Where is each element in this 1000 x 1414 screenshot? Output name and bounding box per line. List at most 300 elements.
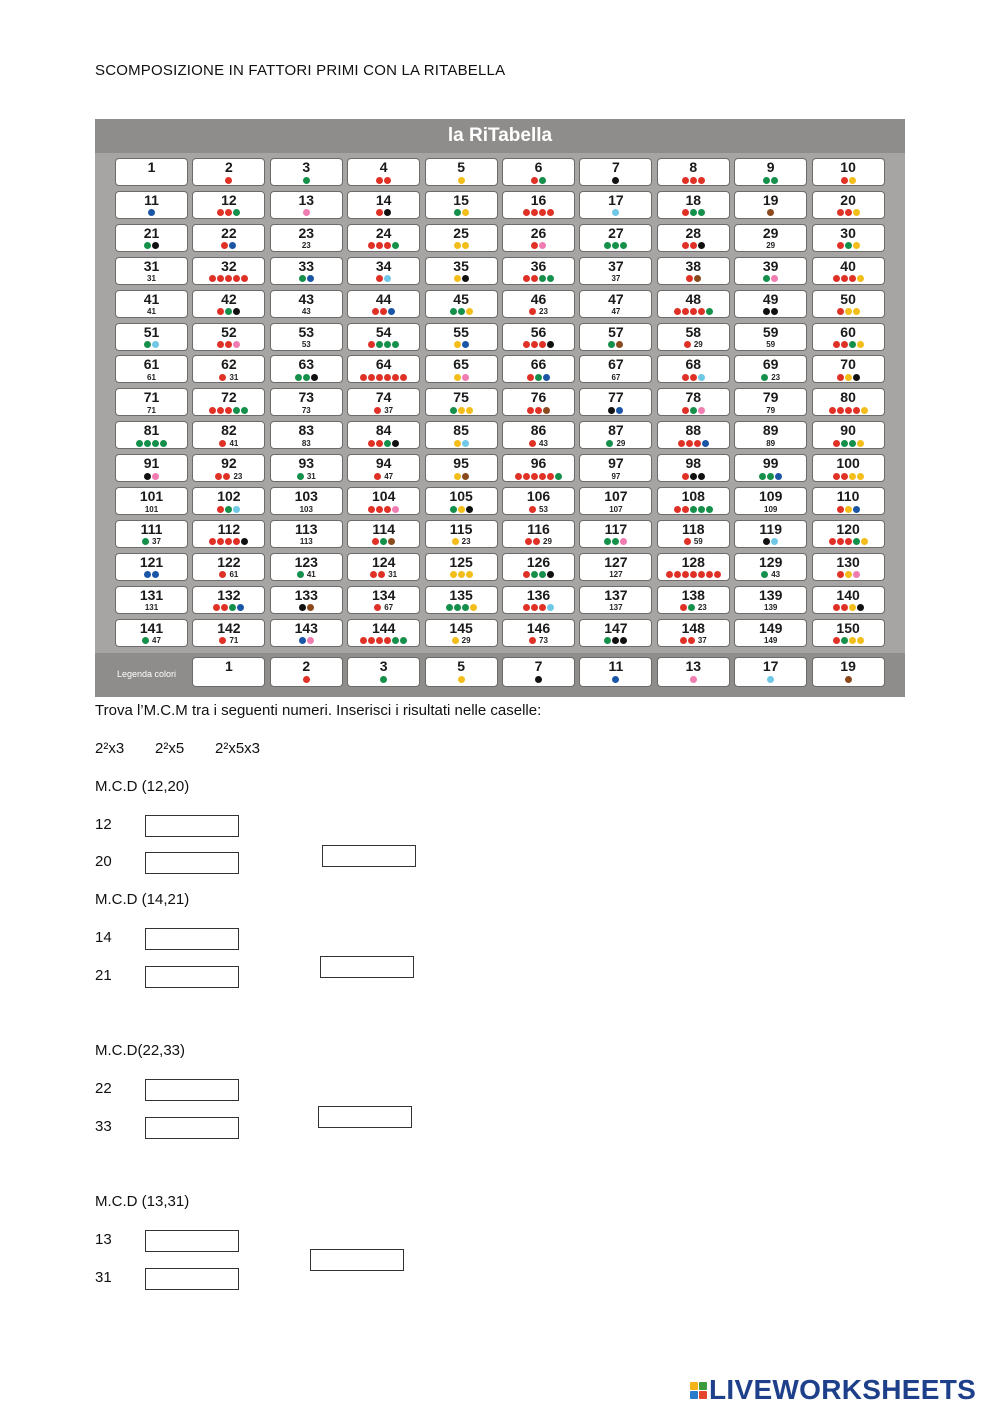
grid-cell-141: [115, 619, 188, 647]
grid-cell-75: [425, 388, 498, 416]
prime-factor-dots: [580, 274, 651, 284]
prime-factor-dots: [813, 471, 884, 481]
grid-cell-69: [734, 355, 807, 383]
prime-5-dot-icon: [857, 637, 864, 644]
exercise-2-answer-a[interactable]: [145, 928, 239, 950]
prime-13-dot-icon: [620, 538, 627, 545]
grid-cell-23: [270, 224, 343, 252]
grid-cell-86: [502, 421, 575, 449]
cell-number: 35: [453, 257, 469, 274]
exercise-2-result-box[interactable]: [320, 956, 414, 978]
prime-3-dot-icon: [303, 374, 310, 381]
exercise-1-answer-a[interactable]: [145, 815, 239, 837]
prime-factor-dots: [735, 471, 806, 481]
grid-cell-139: [734, 586, 807, 614]
cell-number: 125: [449, 553, 473, 570]
prime-2-dot-icon: [539, 209, 546, 216]
prime-13-dot-icon: [539, 242, 546, 249]
grid-cell-102: [192, 487, 265, 515]
grid-cell-35: [425, 257, 498, 285]
prime-2-dot-icon: [225, 275, 232, 282]
prime-2-dot-icon: [225, 407, 232, 414]
prime-factor-dots: [580, 241, 651, 251]
cell-number: 19: [762, 191, 779, 208]
legend-cell-3: [347, 657, 420, 687]
cell-number: 50: [840, 290, 856, 307]
prime-factor-dots: [193, 438, 264, 448]
prime-factor-dots: [503, 471, 574, 481]
option-1: 2²x3: [95, 740, 125, 757]
prime-factor-dots: [271, 603, 342, 613]
prime-3-dot-icon: [152, 440, 159, 447]
exercise-3-answer-b[interactable]: [145, 1117, 239, 1139]
cell-number: 90: [840, 422, 856, 439]
prime-11-dot-icon: [775, 473, 782, 480]
prime-factor-dots: [348, 504, 419, 514]
grid-cell-98: [657, 454, 730, 482]
prime-2-dot-icon: [384, 177, 391, 184]
cell-number: 110: [836, 488, 860, 504]
prime-2-dot-icon: [841, 177, 848, 184]
prime-factor-label: 61: [229, 570, 239, 580]
prime-2-dot-icon: [841, 275, 848, 282]
exercise-1-answer-b[interactable]: [145, 852, 239, 874]
prime-2-dot-icon: [690, 177, 697, 184]
prime-factor-dots: [503, 405, 574, 415]
prime-factor-dots: [735, 570, 806, 580]
prime-3-dot-icon: [841, 440, 848, 447]
prime-13-dot-icon: [152, 473, 159, 480]
cell-number: 133: [294, 586, 318, 603]
grid-cell-96: [502, 454, 575, 482]
prime-3-dot-icon: [531, 571, 538, 578]
prime-2-dot-icon: [686, 275, 693, 282]
prime-2-dot-icon: [241, 275, 248, 282]
cell-number: 71: [143, 389, 160, 406]
prime-7-dot-icon: [547, 571, 554, 578]
prime-2-dot-icon: [374, 473, 381, 480]
prime-2-dot-icon: [529, 308, 536, 315]
prime-11-dot-icon: [237, 604, 244, 611]
cell-number: 13: [685, 658, 702, 674]
logo-mark-icon: [690, 1382, 707, 1399]
prime-2-dot-icon: [841, 473, 848, 480]
prime-factor-dots: [503, 603, 574, 613]
cell-number: 111: [140, 520, 163, 537]
grid-cell-112: [192, 520, 265, 548]
prime-factor-dots: [116, 340, 187, 350]
prime-factor-dots: [271, 241, 342, 251]
prime-5-dot-icon: [853, 308, 860, 315]
cell-number: 113: [295, 520, 318, 537]
prime-13-dot-icon: [462, 374, 469, 381]
prime-7-dot-icon: [698, 242, 705, 249]
ritabella-title: la RiTabella: [95, 119, 905, 153]
grid-cell-33: [270, 257, 343, 285]
prime-2-dot-icon: [539, 341, 546, 348]
prime-factor-label: 113: [299, 537, 313, 547]
prime-7-dot-icon: [763, 308, 770, 315]
legend-cell-17: [734, 657, 807, 687]
prime-5-dot-icon: [845, 374, 852, 381]
prime-3-dot-icon: [608, 341, 615, 348]
prime-factor-label: 43: [539, 438, 548, 448]
prime-2-dot-icon: [380, 308, 387, 315]
cell-number: 51: [143, 323, 160, 340]
prime-factor-label: 23: [539, 307, 548, 317]
prime-2-dot-icon: [225, 209, 232, 216]
prime-factor-dots: [116, 405, 187, 415]
cell-number: 62: [221, 356, 237, 373]
prime-factor-label: 67: [611, 372, 621, 382]
prime-5-dot-icon: [450, 571, 457, 578]
cell-number: 115: [449, 520, 473, 537]
prime-2-dot-icon: [376, 209, 383, 216]
prime-factor-label: 29: [693, 340, 703, 349]
prime-factor-dots: [580, 674, 651, 684]
prime-factor-dots: [426, 603, 497, 613]
prime-17-dot-icon: [233, 506, 240, 513]
prime-7-dot-icon: [612, 637, 619, 644]
prime-2-dot-icon: [531, 275, 538, 282]
cell-number: 11: [608, 658, 624, 674]
prime-3-dot-icon: [761, 571, 768, 578]
grid-cell-18: [657, 191, 730, 219]
cell-number: 143: [294, 619, 318, 636]
prime-2-dot-icon: [303, 676, 310, 683]
prime-2-dot-icon: [833, 275, 840, 282]
prime-3-dot-icon: [392, 242, 399, 249]
prime-2-dot-icon: [837, 506, 844, 513]
prime-factor-dots: [813, 570, 884, 580]
prime-3-dot-icon: [462, 604, 469, 611]
grid-cell-61: [115, 355, 188, 383]
exercise-4-result-box[interactable]: [310, 1249, 404, 1271]
grid-cell-121: [115, 553, 188, 581]
prime-factor-dots: [735, 372, 806, 382]
prime-factor-dots: [813, 372, 884, 382]
prime-factor-dots: [348, 175, 419, 185]
prime-3-dot-icon: [759, 473, 766, 480]
grid-cell-10: [812, 158, 885, 186]
cell-number: 135: [449, 586, 473, 603]
cell-number: 14: [375, 191, 392, 208]
grid-cell-81: [115, 421, 188, 449]
prime-3-dot-icon: [604, 242, 611, 249]
prime-factor-dots: [813, 241, 884, 251]
prime-factor-dots: [813, 537, 884, 547]
prime-3-dot-icon: [841, 637, 848, 644]
grid-cell-66: [502, 355, 575, 383]
prime-factor-dots: [658, 208, 729, 218]
prime-2-dot-icon: [680, 637, 687, 644]
grid-cell-21: [115, 224, 188, 252]
prime-3-dot-icon: [233, 209, 240, 216]
cell-number: 131: [139, 586, 164, 603]
prime-3-dot-icon: [853, 538, 860, 545]
prime-factor-dots: [735, 537, 806, 547]
prime-2-dot-icon: [682, 177, 689, 184]
prime-3-dot-icon: [845, 242, 852, 249]
prime-13-dot-icon: [233, 341, 240, 348]
prime-3-dot-icon: [299, 275, 306, 282]
prime-17-dot-icon: [771, 538, 778, 545]
prime-factor-dots: [580, 471, 651, 481]
cell-number: 41: [143, 290, 160, 307]
prime-2-dot-icon: [376, 637, 383, 644]
prime-factor-dots: [503, 504, 574, 514]
exercise-4-heading: M.C.D (13,31): [95, 1193, 190, 1210]
prime-2-dot-icon: [376, 506, 383, 513]
cell-number: 72: [221, 389, 237, 406]
prime-factor-label: 89: [766, 438, 776, 448]
cell-number: 78: [685, 389, 702, 406]
grid-cell-41: [115, 290, 188, 318]
prime-5-dot-icon: [454, 473, 461, 480]
exercise-1-result-box[interactable]: [322, 845, 416, 867]
prime-2-dot-icon: [841, 604, 848, 611]
prime-3-dot-icon: [535, 374, 542, 381]
prime-factor-dots: [348, 636, 419, 646]
prime-2-dot-icon: [829, 407, 836, 414]
prime-factor-dots: [503, 636, 574, 646]
grid-cell-7: [579, 158, 652, 186]
grid-cell-107: [579, 487, 652, 515]
prime-2-dot-icon: [547, 473, 554, 480]
prime-2-dot-icon: [523, 341, 530, 348]
grid-cell-125: [425, 553, 498, 581]
grid-cell-51: [115, 323, 188, 351]
cell-number: 98: [685, 455, 702, 472]
prime-2-dot-icon: [225, 341, 232, 348]
grid-cell-68: [657, 355, 730, 383]
grid-cell-118: [657, 520, 730, 548]
prime-11-dot-icon: [612, 676, 619, 683]
cell-number: 140: [836, 586, 860, 603]
prime-factor-dots: [271, 405, 342, 415]
exercise-4-answer-a[interactable]: [145, 1230, 239, 1252]
exercise-3-result-box[interactable]: [318, 1106, 412, 1128]
prime-5-dot-icon: [458, 506, 465, 513]
prime-2-dot-icon: [219, 571, 226, 578]
prime-2-dot-icon: [374, 604, 381, 611]
cell-number: 132: [217, 586, 241, 603]
grid-cell-78: [657, 388, 730, 416]
prime-factor-dots: [116, 208, 187, 218]
prime-3-dot-icon: [384, 341, 391, 348]
prime-factor-label: 97: [611, 471, 621, 481]
prime-3-dot-icon: [450, 407, 457, 414]
prime-2-dot-icon: [233, 275, 240, 282]
prime-factor-label: 41: [229, 438, 239, 448]
prime-2-dot-icon: [213, 604, 220, 611]
prime-11-dot-icon: [702, 440, 709, 447]
prime-factor-dots: [658, 504, 729, 514]
cell-number: 55: [453, 323, 469, 340]
prime-3-dot-icon: [450, 506, 457, 513]
grid-cell-47: [579, 290, 652, 318]
grid-cell-91: [115, 454, 188, 482]
grid-cell-8: [657, 158, 730, 186]
prime-5-dot-icon: [853, 209, 860, 216]
prime-factor-label: 109: [764, 504, 778, 514]
cell-number: 42: [221, 290, 237, 307]
prime-5-dot-icon: [849, 637, 856, 644]
grid-cell-99: [734, 454, 807, 482]
exercise-3-number-a: 22: [95, 1080, 112, 1097]
prime-5-dot-icon: [466, 407, 473, 414]
prime-factor-label: 29: [616, 438, 626, 448]
legend-cell-1: [192, 657, 265, 687]
prime-5-dot-icon: [452, 538, 459, 545]
cell-number: 80: [840, 389, 856, 406]
cell-number: 47: [608, 290, 624, 307]
prime-factor-dots: [813, 603, 884, 613]
prime-factor-dots: [503, 340, 574, 350]
cell-number: 2: [302, 658, 311, 674]
prime-factor-label: 47: [611, 307, 621, 317]
prime-factor-dots: [426, 274, 497, 284]
prime-factor-label: 53: [301, 340, 311, 349]
prime-13-dot-icon: [698, 407, 705, 414]
prime-2-dot-icon: [217, 506, 224, 513]
prime-factor-dots: [658, 471, 729, 481]
prime-factor-dots: [735, 504, 806, 514]
grid-cell-53: [270, 323, 343, 351]
prime-2-dot-icon: [384, 374, 391, 381]
prime-factor-dots: [426, 405, 497, 415]
prime-factor-label: 47: [152, 636, 161, 646]
cell-number: 66: [530, 356, 547, 373]
cell-number: 1: [147, 159, 156, 175]
prime-2-dot-icon: [209, 407, 216, 414]
prime-2-dot-icon: [833, 341, 840, 348]
prime-2-dot-icon: [837, 407, 844, 414]
cell-number: 3: [379, 658, 388, 674]
prime-3-dot-icon: [454, 209, 461, 216]
prime-2-dot-icon: [523, 473, 530, 480]
prime-factor-dots: [735, 603, 806, 613]
prime-2-dot-icon: [376, 242, 383, 249]
grid-cell-88: [657, 421, 730, 449]
grid-cell-105: [425, 487, 498, 515]
prime-factor-dots: [271, 636, 342, 646]
grid-cell-44: [347, 290, 420, 318]
prime-2-dot-icon: [533, 538, 540, 545]
grid-cell-26: [502, 224, 575, 252]
prime-factor-dots: [658, 570, 729, 580]
prime-factor-dots: [658, 372, 729, 382]
cell-number: 148: [681, 619, 705, 636]
grid-cell-59: [734, 323, 807, 351]
cell-number: 23: [298, 224, 315, 241]
prime-7-dot-icon: [853, 374, 860, 381]
prime-2-dot-icon: [523, 275, 530, 282]
prime-factor-label: 43: [771, 570, 781, 580]
cell-number: 124: [372, 553, 396, 570]
cell-number: 75: [453, 389, 469, 406]
prime-2-dot-icon: [525, 538, 532, 545]
prime-factor-dots: [348, 603, 419, 613]
cell-number: 3: [302, 159, 311, 175]
prime-factor-dots: [426, 241, 497, 251]
prime-factor-dots: [580, 208, 651, 218]
prime-2-dot-icon: [225, 177, 232, 184]
prime-3-dot-icon: [555, 473, 562, 480]
exercise-4-answer-b[interactable]: [145, 1268, 239, 1290]
exercise-2-answer-b[interactable]: [145, 966, 239, 988]
cell-number: 48: [685, 290, 702, 307]
grid-cell-24: [347, 224, 420, 252]
prime-factor-dots: [426, 307, 497, 317]
prime-11-dot-icon: [144, 571, 151, 578]
prime-2-dot-icon: [217, 538, 224, 545]
prime-11-dot-icon: [152, 571, 159, 578]
grid-cell-92: [192, 454, 265, 482]
prime-3-dot-icon: [539, 275, 546, 282]
prime-2-dot-icon: [682, 308, 689, 315]
prime-5-dot-icon: [861, 538, 868, 545]
prime-3-dot-icon: [539, 571, 546, 578]
prime-11-dot-icon: [543, 374, 550, 381]
prime-factor-label: 61: [147, 372, 156, 382]
prime-factor-dots: [580, 307, 651, 317]
prime-3-dot-icon: [303, 177, 310, 184]
prime-7-dot-icon: [535, 676, 542, 683]
prime-5-dot-icon: [452, 637, 459, 644]
cell-number: 64: [375, 356, 392, 373]
grid-cell-29: [734, 224, 807, 252]
prime-2-dot-icon: [219, 637, 226, 644]
prime-17-dot-icon: [547, 604, 554, 611]
legend-cell-5: [425, 657, 498, 687]
grid-cell-140: [812, 586, 885, 614]
prime-factor-dots: [735, 241, 806, 251]
grid-cell-100: [812, 454, 885, 482]
prime-factor-dots: [813, 274, 884, 284]
legend-cell-13: [657, 657, 730, 687]
prime-factor-dots: [426, 570, 497, 580]
grid-cell-103: [270, 487, 343, 515]
prime-factor-label: 83: [301, 438, 311, 448]
prime-factor-dots: [116, 537, 187, 547]
prime-3-dot-icon: [539, 177, 546, 184]
prime-factor-dots: [193, 307, 264, 317]
prime-factor-dots: [503, 307, 574, 317]
prime-factor-label: 23: [697, 603, 707, 613]
prime-2-dot-icon: [829, 538, 836, 545]
prime-3-dot-icon: [380, 676, 387, 683]
prime-factor-dots: [580, 504, 651, 514]
prime-11-dot-icon: [229, 242, 236, 249]
prime-factor-dots: [116, 504, 187, 514]
cell-number: 129: [759, 553, 783, 570]
prime-19-dot-icon: [388, 538, 395, 545]
grid-cell-137: [579, 586, 652, 614]
cell-number: 19: [840, 658, 856, 674]
prime-2-dot-icon: [372, 308, 379, 315]
grid-cell-133: [270, 586, 343, 614]
prime-factor-label: 127: [609, 570, 623, 580]
option-3: 2²x5x3: [215, 740, 261, 757]
prime-2-dot-icon: [368, 637, 375, 644]
exercise-3-answer-a[interactable]: [145, 1079, 239, 1101]
cell-number: 56: [530, 323, 547, 340]
prime-3-dot-icon: [690, 209, 697, 216]
cell-number: 8: [689, 159, 698, 175]
grid-cell-36: [502, 257, 575, 285]
prime-factor-dots: [426, 340, 497, 350]
